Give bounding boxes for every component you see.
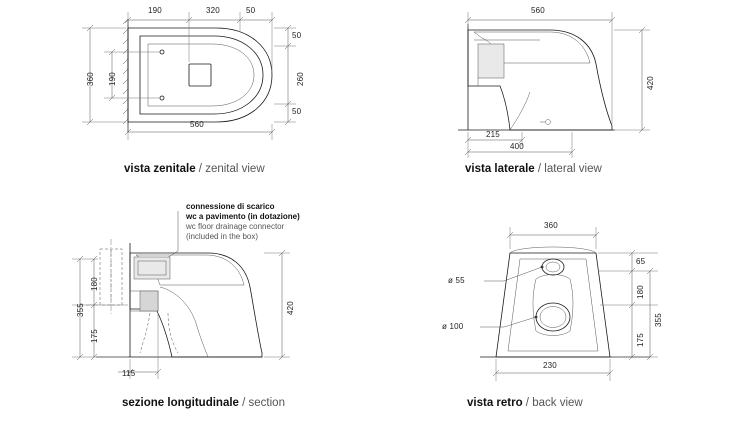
caption-back-sep: /: [522, 397, 533, 409]
caption-back: [467, 397, 583, 409]
section-note-line4: (included in the box): [186, 232, 259, 241]
caption-lateral: [465, 163, 602, 175]
zenital-dim-bottom: 560: [190, 120, 204, 129]
lateral-dim-right: 420: [646, 76, 655, 90]
caption-zenital: [124, 163, 265, 175]
caption-zenital-it: vista zenitale: [124, 163, 196, 175]
back-hole-small-label: ø 55: [448, 276, 465, 285]
back-dim-right-outer: 355: [654, 313, 663, 327]
section-dim-bottom: 115: [122, 369, 136, 378]
view-lateral: [400, 0, 750, 190]
zenital-dim-right-bottom: 50: [292, 107, 302, 116]
back-dim-top: 360: [544, 221, 558, 230]
section-dim-left-lower: 175: [90, 329, 99, 343]
zenital-drawing: [0, 0, 375, 190]
lateral-dim-bottom-inner: 215: [486, 130, 500, 139]
caption-section-it: sezione longitudinale: [122, 397, 239, 409]
view-zenital: [0, 0, 375, 190]
section-dim-left-outer: 355: [76, 303, 85, 317]
section-note-line1: connessione di scarico: [186, 202, 275, 211]
zenital-dim-top-left: 190: [148, 6, 162, 15]
zenital-dim-right-mid: 260: [296, 72, 305, 86]
back-dim-right-lower: 175: [636, 333, 645, 347]
caption-section-en: section: [248, 397, 285, 409]
section-dim-right: 420: [286, 301, 295, 315]
caption-lateral-sep: /: [534, 163, 545, 175]
zenital-dim-top-mid: 320: [206, 6, 220, 15]
zenital-dim-top-right: 50: [246, 6, 256, 15]
caption-section-sep: /: [238, 397, 249, 409]
zenital-dim-left-inner: 190: [108, 72, 117, 86]
view-section: [0, 195, 375, 427]
lateral-dim-top: 560: [531, 6, 545, 15]
caption-zenital-en: zenital view: [205, 163, 265, 175]
back-dim-right-mid: 180: [636, 285, 645, 299]
back-hole-large-label: ø 100: [442, 322, 464, 331]
caption-zenital-sep: /: [195, 163, 206, 175]
section-note-line3: wc floor drainage connector: [186, 222, 285, 231]
back-dim-bottom: 230: [543, 361, 557, 370]
caption-section: [122, 397, 285, 409]
lateral-dim-bottom-outer: 400: [510, 142, 524, 151]
section-note: [186, 202, 300, 242]
back-drawing: [400, 195, 750, 427]
caption-lateral-it: vista laterale: [465, 163, 535, 175]
section-note-line2: wc a pavimento (in dotazione): [186, 212, 300, 221]
view-back: [400, 195, 750, 427]
lateral-drawing: [400, 0, 750, 190]
back-dim-right-top: 65: [636, 257, 646, 266]
caption-back-en: back view: [532, 397, 583, 409]
caption-back-it: vista retro: [467, 397, 523, 409]
section-dim-left-inner: 180: [90, 277, 99, 291]
caption-lateral-en: lateral view: [544, 163, 602, 175]
zenital-dim-right-top: 50: [292, 31, 302, 40]
zenital-dim-left-outer: 360: [86, 72, 95, 86]
